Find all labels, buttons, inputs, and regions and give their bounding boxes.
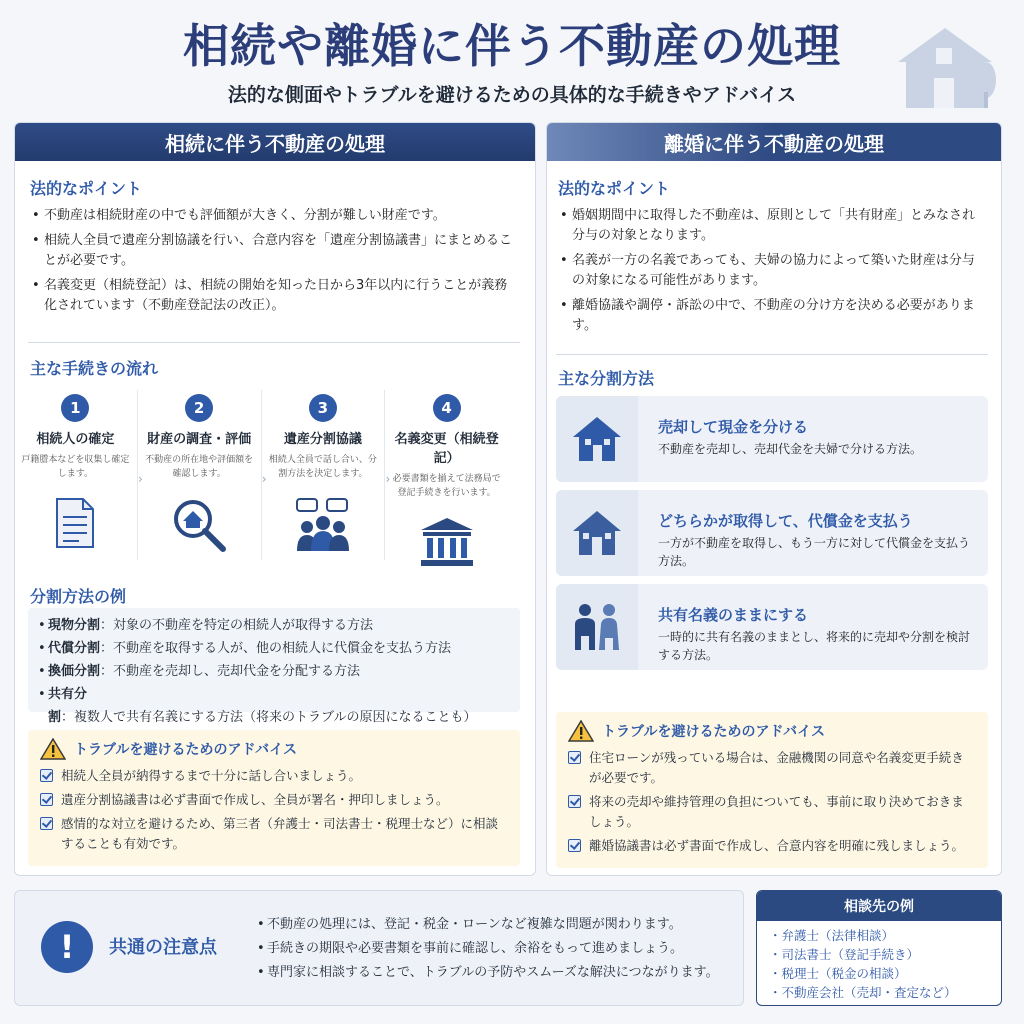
divorce-advice-box <box>556 712 988 868</box>
page-title: 相続や離婚に伴う不動産の処理 <box>183 19 841 73</box>
step-title: 名義変更（相続登記） <box>394 432 499 466</box>
consultation-item: ・税理士（税金の相談） <box>769 966 907 981</box>
division-methods-list <box>28 608 520 725</box>
step-2 <box>137 390 267 560</box>
common-notes-title: 共通の注意点 <box>109 937 217 958</box>
divorce-legal-title: 法的なポイント <box>558 179 671 198</box>
method-name: 代償分割 <box>48 641 101 656</box>
warning-icon <box>568 720 594 742</box>
list-item: • 不動産は相続財産の中でも評価額が大きく、分割が難しい財産です。 <box>30 206 520 226</box>
list-item <box>36 614 512 637</box>
government-building-icon <box>419 516 475 568</box>
step-number: 2 <box>185 394 213 422</box>
method-desc: ：対象の不動産を特定の相続人が取得する方法 <box>100 618 374 633</box>
discussion-icon <box>293 497 353 553</box>
option-sell <box>556 396 988 482</box>
inheritance-legal-title: 法的なポイント <box>30 179 143 198</box>
page-subtitle: 法的な側面やトラブルを避けるための具体的な手続きやアドバイス <box>227 84 797 106</box>
advice-text: 将来の売却や維持管理の負担についても、事前に取り決めておきましょう。 <box>589 794 964 829</box>
method-name: 共有分割 <box>48 687 88 725</box>
method-name: 換価分割 <box>48 664 101 679</box>
document-icon <box>53 497 97 549</box>
advice-title: トラブルを避けるためのアドバイス <box>602 724 826 740</box>
step-desc: 必要書類を揃えて法務局で登記手続きを行います。 <box>392 474 501 498</box>
common-notes-list <box>255 913 719 985</box>
option-title: 共有名義のままにする <box>658 606 809 624</box>
house-decoration-icon <box>890 22 1000 112</box>
divorce-legal-list <box>558 206 984 341</box>
option-title: どちらかが取得して、代償金を支払う <box>658 512 913 530</box>
advice-item <box>568 748 976 788</box>
checkbox-icon <box>568 839 581 852</box>
chevron-right-icon: › <box>385 472 391 486</box>
checkbox-icon <box>40 817 53 830</box>
method-desc: ：複数人で共有名義にする方法（将来のトラブルの原因になることも） <box>61 710 477 725</box>
division-methods-title: 分割方法の例 <box>30 587 127 606</box>
inheritance-header: 相続に伴う不動産の処理 <box>15 123 535 161</box>
advice-item <box>568 836 976 856</box>
list-item <box>36 637 512 660</box>
advice-title: トラブルを避けるためのアドバイス <box>74 742 298 758</box>
divider <box>28 342 520 343</box>
warning-icon <box>40 738 66 760</box>
house-icon <box>571 509 623 557</box>
checkbox-icon <box>568 795 581 808</box>
divorce-methods-title: 主な分割方法 <box>558 369 655 388</box>
method-desc: ：不動産を取得する人が、他の相続人に代償金を支払う方法 <box>100 641 452 656</box>
inheritance-legal-list <box>30 206 520 321</box>
house-sell-icon <box>571 415 623 463</box>
method-desc: ：不動産を売却し、売却代金を分配する方法 <box>100 664 361 679</box>
exclamation-icon: ! <box>41 921 93 973</box>
checkbox-icon <box>40 769 53 782</box>
procedure-steps <box>14 390 508 560</box>
list-item: • 離婚協議や調停・訴訟の中で、不動産の分け方を決める必要があります。 <box>558 296 984 336</box>
list-item: • 相続人全員で遺産分割協議を行い、合意内容を「遺産分割協議書」にまとめることが必要です。 <box>30 231 520 271</box>
option-desc: 不動産を売却し、売却代金を夫婦で分ける方法。 <box>658 442 923 456</box>
divider <box>556 354 988 355</box>
step-4 <box>384 390 508 560</box>
divorce-header: 離婚に伴う不動産の処理 <box>547 123 1001 161</box>
step-desc: 相続人全員で話し合い、分割方法を決定します。 <box>268 455 377 479</box>
advice-text: 住宅ローンが残っている場合は、金融機関の同意や名義変更手続きが必要です。 <box>589 750 964 785</box>
advice-text: 感情的な対立を避けるため、第三者（弁護士・司法書士・税理士など）に相談することも有効です。 <box>61 816 499 851</box>
advice-text: 相続人全員が納得するまで十分に話し合いましょう。 <box>61 768 362 783</box>
step-number: 1 <box>61 394 89 422</box>
option-shared <box>556 584 988 670</box>
common-notes-box <box>14 890 744 1006</box>
chevron-right-icon: › <box>137 472 143 486</box>
step-title: 相続人の確定 <box>36 432 115 447</box>
step-title: 遺産分割協議 <box>283 432 362 447</box>
list-item: • 名義変更（相続登記）は、相続の開始を知った日から3年以内に行うことが義務化されています（不動産登記法の改正）。 <box>30 276 520 316</box>
step-title: 財産の調査・評価 <box>147 432 252 447</box>
option-desc: 一時的に共有名義のままとし、将来的に売却や分割を検討する方法。 <box>658 630 971 662</box>
step-desc: 不動産の所在地や評価額を確認します。 <box>145 455 254 479</box>
step-desc: 戸籍謄本などを収集し確定します。 <box>21 455 130 479</box>
list-item: • 手続きの期限や必要書類を事前に確認し、余裕をもって進めましょう。 <box>255 937 719 961</box>
couple-icon <box>569 602 625 652</box>
consultation-title: 相談先の例 <box>757 891 1001 921</box>
consultation-item: ・不動産会社（売却・査定など） <box>769 985 957 1000</box>
list-item <box>36 660 512 683</box>
flow-title: 主な手続きの流れ <box>30 359 159 378</box>
advice-item <box>40 766 508 786</box>
chevron-right-icon: › <box>261 472 267 486</box>
list-item: • 不動産の処理には、登記・税金・ローンなど複雑な問題が関わります。 <box>255 913 719 937</box>
method-name: 現物分割 <box>48 618 101 633</box>
advice-item <box>568 792 976 832</box>
list-item: • 専門家に相談することで、トラブルの予防やスムーズな解決につながります。 <box>255 961 719 985</box>
checkbox-icon <box>40 793 53 806</box>
consultation-item: ・司法書士（登記手続き） <box>769 947 920 962</box>
inheritance-advice-box <box>28 730 520 866</box>
step-3 <box>261 390 391 560</box>
checkbox-icon <box>568 751 581 764</box>
advice-item <box>40 790 508 810</box>
advice-text: 遺産分割協議書は必ず書面で作成し、全員が署名・押印しましょう。 <box>61 792 449 807</box>
option-title: 売却して現金を分ける <box>658 418 809 436</box>
step-1 <box>14 390 143 560</box>
list-item: • 名義が一方の名義であっても、夫婦の協力によって築いた財産は分与の対象になる可能性があります。 <box>558 251 984 291</box>
step-number: 3 <box>309 394 337 422</box>
option-buyout <box>556 490 988 576</box>
advice-text: 離婚協議書は必ず書面で作成し、合意内容を明確に残しましょう。 <box>589 838 965 853</box>
list-item <box>36 683 512 729</box>
list-item: • 婚姻期間中に取得した不動産は、原則として「共有財産」とみなされ分与の対象となります。 <box>558 206 984 246</box>
consultation-item: ・弁護士（法律相談） <box>769 928 895 943</box>
advice-item <box>40 814 508 854</box>
step-number: 4 <box>433 394 461 422</box>
consultation-box <box>756 890 1002 1006</box>
option-desc: 一方が不動産を取得し、もう一方に対して代償金を支払う方法。 <box>658 536 971 568</box>
magnifier-house-icon <box>171 497 227 553</box>
